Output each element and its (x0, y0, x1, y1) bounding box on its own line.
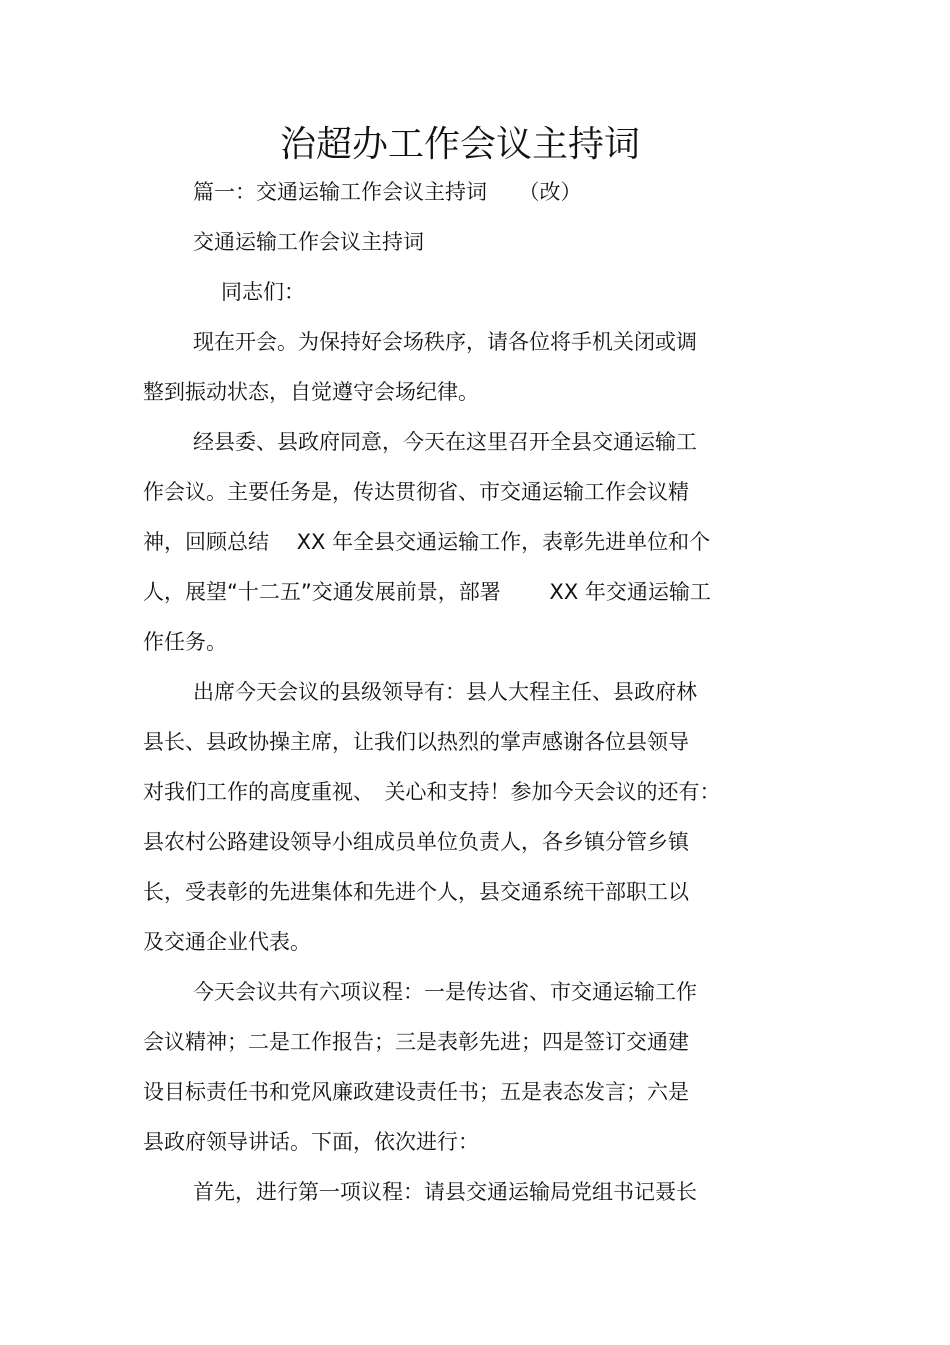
paragraph-line: 现在开会。为保持好会场秩序，请各位将手机关闭或调 (193, 330, 697, 354)
paragraph-line: 经县委、县政府同意，今天在这里召开全县交通运输工 (193, 430, 697, 454)
paragraph-line: 设目标责任书和党风廉政建设责任书；五是表态发言；六是 (143, 1080, 689, 1104)
paragraph-line: 作会议。主要任务是，传达贯彻省、市交通运输工作会议精 (143, 480, 689, 504)
document-title: 治超办工作会议主持词 (279, 124, 640, 165)
paragraph-line: 县政府领导讲话。下面，依次进行： (143, 1130, 479, 1154)
paragraph-line: 首先，进行第一项议程：请县交通运输局党组书记聂长 (193, 1180, 697, 1204)
paragraph-line: 人，展望“十二五”交通发展前景，部署 XX 年交通运输工 (143, 580, 711, 604)
paragraph-line: 会议精神；二是工作报告；三是表彰先进；四是签订交通建 (143, 1030, 689, 1054)
paragraph-line: 及交通企业代表。 (143, 930, 311, 954)
section-heading: 篇一：交通运输工作会议主持词 （改） (193, 180, 582, 204)
paragraph-line: 长，受表彰的先进集体和先进个人，县交通系统干部职工以 (143, 880, 689, 904)
paragraph-line: 县长、县政协操主席，让我们以热烈的掌声感谢各位县领导 (143, 730, 689, 754)
paragraph-line: 县农村公路建设领导小组成员单位负责人，各乡镇分管乡镇 (143, 830, 689, 854)
subheading: 交通运输工作会议主持词 (193, 230, 424, 254)
paragraph-line: 对我们工作的高度重视、 关心和支持！参加今天会议的还有： (143, 780, 721, 804)
salutation: 同志们： (221, 280, 305, 304)
paragraph-line: 作任务。 (143, 630, 227, 654)
paragraph-line: 整到振动状态，自觉遵守会场纪律。 (143, 380, 479, 404)
paragraph-line: 出席今天会议的县级领导有：县人大程主任、县政府林 (193, 680, 697, 704)
paragraph-line: 神，回顾总结 XX 年全县交通运输工作，表彰先进单位和个 (143, 530, 711, 554)
paragraph-line: 今天会议共有六项议程：一是传达省、市交通运输工作 (193, 980, 697, 1004)
